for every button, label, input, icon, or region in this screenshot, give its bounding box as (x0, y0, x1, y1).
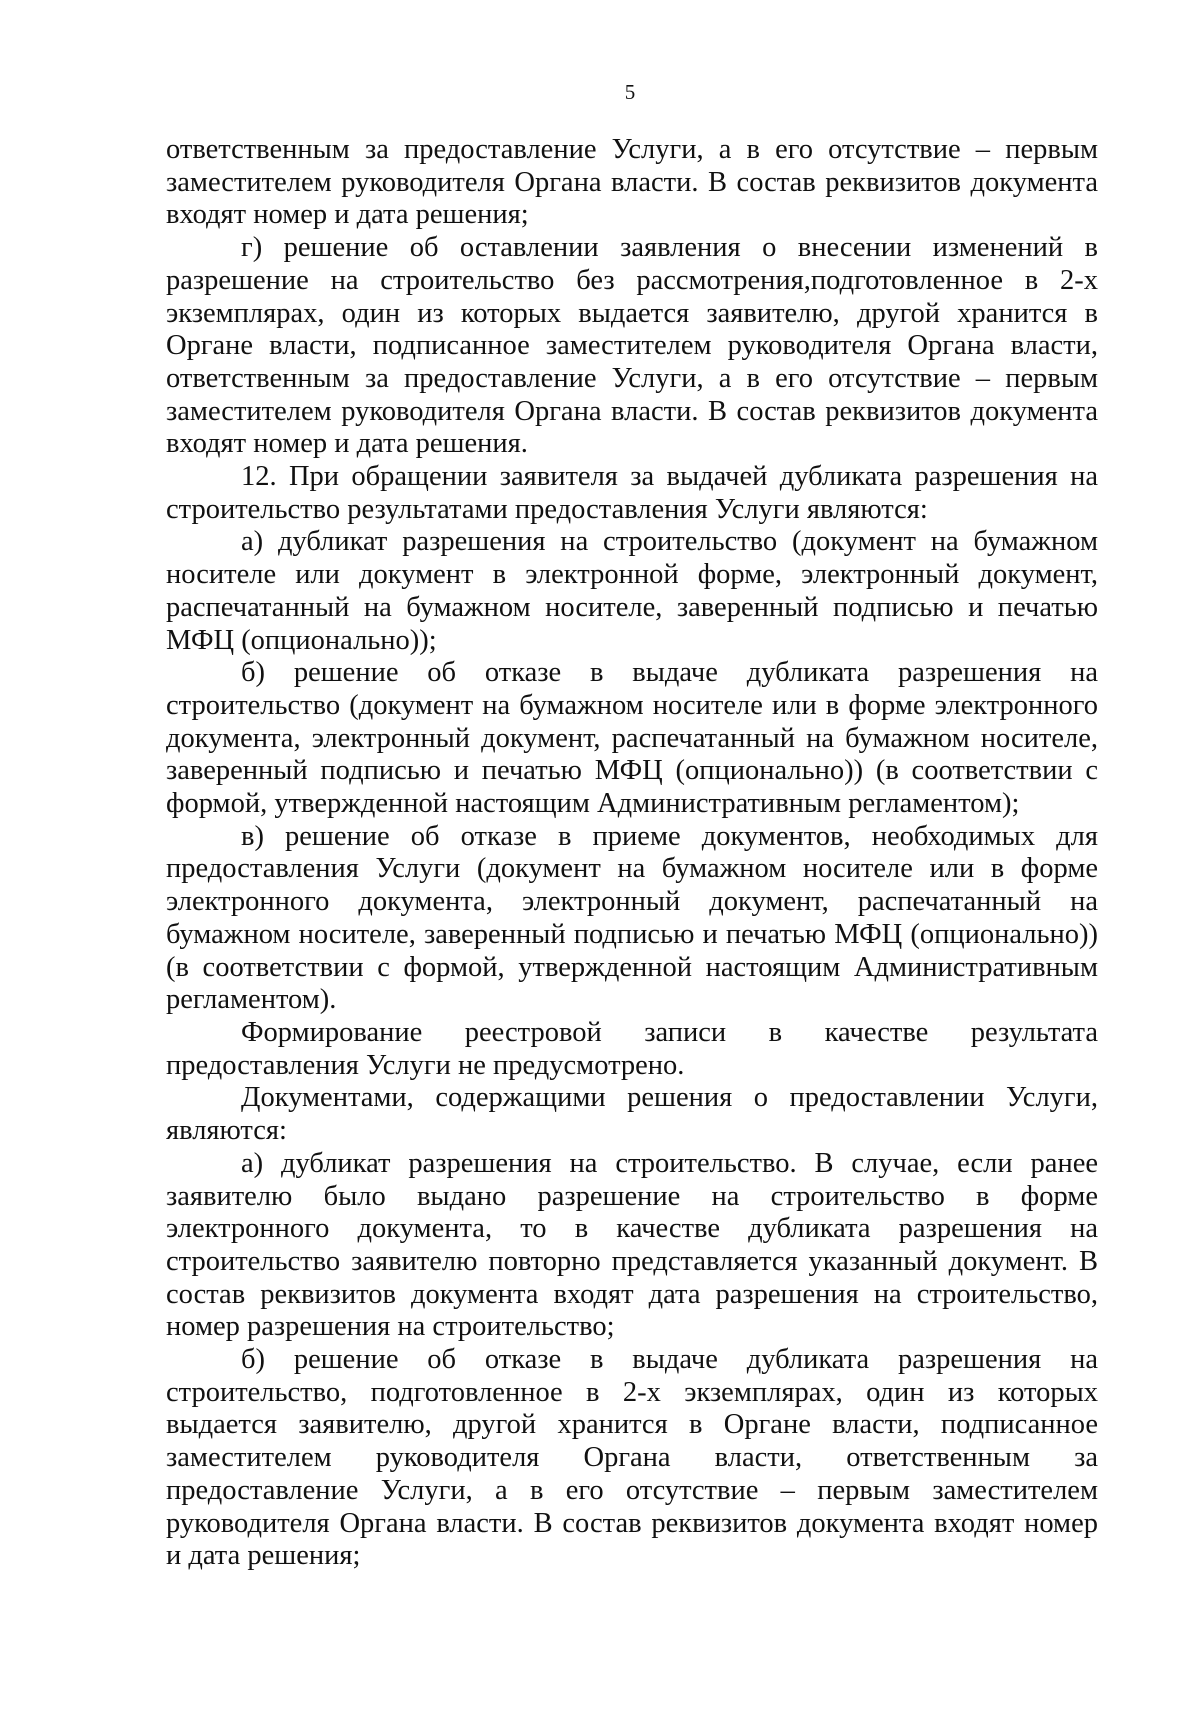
paragraph-decision-documents: Документами, содержащими решения о предоставлении Услуги, являются: (166, 1082, 1098, 1147)
paragraph-item-g: г) решение об оставлении заявления о внесении изменений в разрешение на строительство без рассмотрения,подготовленное в 2-х экземплярах, один из которых выдается заявителю, другой хранится в Органе власти, подписанное заместителем руководителя Органа власти, ответственным за предоставление Услуги, а в его отсутствие – первым заместителем руководителя Органа власти. В состав реквизитов документа входят номер и дата решения. (166, 232, 1098, 460)
document-body (166, 134, 1098, 1573)
paragraph-item-v: в) решение об отказе в приеме документов, необходимых для предоставления Услуги (документ на бумажном носителе или в форме электронного документа, электронный документ, распечатанный на бумажном носителе, заверенный подписью и печатью МФЦ (опционально)) (в соответствии с формой, утвержденной настоящим Административным регламентом). (166, 820, 1098, 1016)
page-number: 5 (624, 80, 636, 104)
paragraph-item-b: б) решение об отказе в выдаче дубликата разрешения на строительство (документ на бумажном носителе или в форме электронного документа, электронный документ, распечатанный на бумажном носителе, заверенный подписью и печатью МФЦ (опционально)) (в соответствии с формой, утвержденной настоящим Административным регламентом); (166, 657, 1098, 820)
paragraph-clause-12: 12. При обращении заявителя за выдачей дубликата разрешения на строительство результатами предоставления Услуги являются: (166, 461, 1098, 525)
paragraph-registry-record: Формирование реестровой записи в качестве результата предоставления Услуги не предусмотрено. (166, 1016, 1098, 1081)
paragraph-decision-item-b: б) решение об отказе в выдаче дубликата разрешения на строительство, подготовленное в 2-х экземплярах, один из которых выдается заявителю, другой хранится в Органе власти, подписанное заместителем руководителя Органа власти, ответственным за предоставление Услуги, а в его отсутствие – первым заместителем руководителя Органа власти. В состав реквизитов документа входят номер и дата решения; (166, 1344, 1098, 1572)
paragraph-continuation: ответственным за предоставление Услуги, а в его отсутствие – первым заместителем руководителя Органа власти. В состав реквизитов документа входят номер и дата решения; (166, 134, 1098, 231)
paragraph-item-a: а) дубликат разрешения на строительство (документ на бумажном носителе или документ в электронной форме, электронный документ, распечатанный на бумажном носителе, заверенный подписью и печатью МФЦ (опционально)); (166, 526, 1098, 656)
paragraph-decision-item-a: а) дубликат разрешения на строительство. В случае, если ранее заявителю было выдано разрешение на строительство в форме электронного документа, то в качестве дубликата разрешения на строительство заявителю повторно представляется указанный документ. В состав реквизитов документа входят дата разрешения на строительство, номер разрешения на строительство; (166, 1147, 1098, 1343)
